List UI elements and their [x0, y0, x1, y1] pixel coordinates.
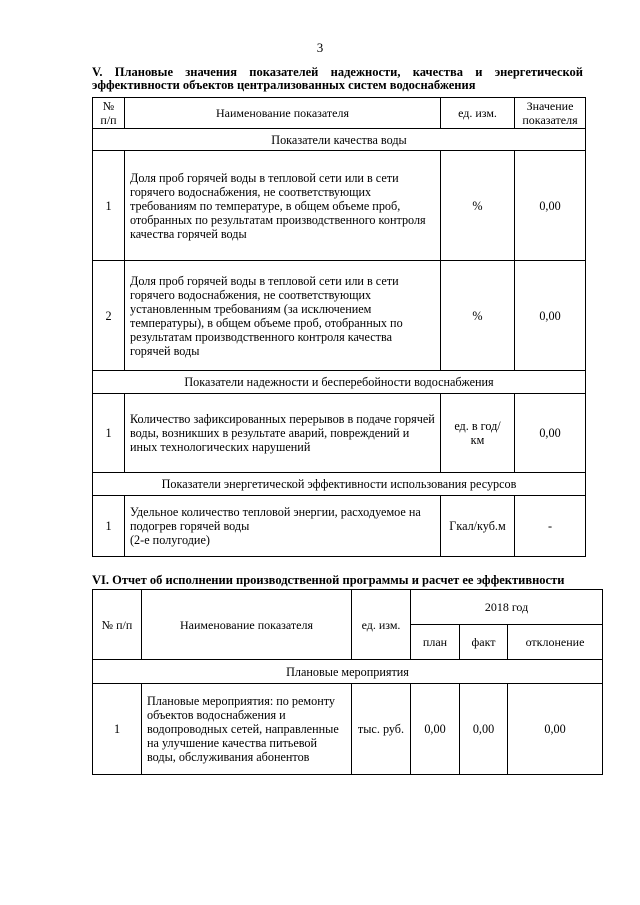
header-value: Значение показателя — [515, 98, 586, 129]
header-name: Наименование показателя — [142, 590, 352, 660]
table-row — [93, 684, 603, 775]
row-value: 0,00 — [515, 394, 586, 473]
table-row — [93, 496, 586, 557]
row-value: 0,00 — [515, 261, 586, 371]
header-unit: ед. изм. — [441, 98, 515, 129]
row-name-period: (2-е полугодие) — [130, 533, 210, 547]
row-name — [125, 496, 441, 557]
table-row — [93, 261, 586, 371]
group-reliability: Показатели надежности и бесперебойности водоснабжения — [93, 371, 586, 394]
row-unit: Гкал/куб.м — [441, 496, 515, 557]
section-5-title: V. Плановые значения показателей надежности, качества и энергетической эффективности объектов централизованных систем водоснабжения — [92, 65, 583, 92]
table-row — [93, 151, 586, 261]
table-row — [93, 394, 586, 473]
header-num: № п/п — [93, 590, 142, 660]
row-fact: 0,00 — [460, 684, 508, 775]
header-fact: факт — [460, 625, 508, 660]
row-name: Количество зафиксированных перерывов в подаче горячей воды, возникших в результате аварий, повреждений и иных технологических нарушений — [125, 394, 441, 473]
row-value: 0,00 — [515, 151, 586, 261]
group-energy-efficiency: Показатели энергетической эффективности использования ресурсов — [93, 473, 586, 496]
header-year: 2018 год — [411, 590, 603, 625]
group-row — [93, 371, 586, 394]
section-6-title: VI. Отчет об исполнении производственной программы и расчет ее эффективности — [92, 573, 565, 587]
row-deviation: 0,00 — [508, 684, 603, 775]
row-name-text: Удельное количество тепловой энергии, расходуемое на подогрев горячей воды — [130, 505, 421, 533]
page-number: 3 — [316, 40, 324, 55]
row-name: Плановые мероприятия: по ремонту объектов водоснабжения и водопроводных сетей, направленные на улучшение качества питьевой воды, обслуживания абонентов — [142, 684, 352, 775]
row-name: Доля проб горячей воды в тепловой сети или в сети горячего водоснабжения, не соответствующих требованиям по температуре, в общем объеме проб, отобранных по результатам производственного контроля качества горячей воды — [125, 151, 441, 261]
row-value: - — [515, 496, 586, 557]
row-unit: ед. в год/ км — [441, 394, 515, 473]
row-num: 1 — [93, 496, 125, 557]
row-plan: 0,00 — [411, 684, 460, 775]
group-water-quality: Показатели качества воды — [93, 129, 586, 151]
row-unit: % — [441, 261, 515, 371]
group-row — [93, 660, 603, 684]
program-execution-table — [92, 589, 603, 775]
row-unit: % — [441, 151, 515, 261]
group-row — [93, 473, 586, 496]
header-unit: ед. изм. — [352, 590, 411, 660]
row-num: 2 — [93, 261, 125, 371]
header-deviation: отклонение — [508, 625, 603, 660]
table-header-row — [93, 590, 603, 625]
header-plan: план — [411, 625, 460, 660]
reliability-indicators-table — [92, 97, 586, 557]
header-num: № п/п — [93, 98, 125, 129]
header-name: Наименование показателя — [125, 98, 441, 129]
row-unit: тыс. руб. — [352, 684, 411, 775]
row-num: 1 — [93, 394, 125, 473]
group-planned-measures: Плановые мероприятия — [93, 660, 603, 684]
row-num: 1 — [93, 684, 142, 775]
row-num: 1 — [93, 151, 125, 261]
group-row — [93, 129, 586, 151]
table-header-row — [93, 98, 586, 129]
row-name: Доля проб горячей воды в тепловой сети или в сети горячего водоснабжения, не соответствующих установленным требованиям (за исключением температуры), в общем объеме проб, отобранных по результатам производственного контроля качества горячей воды — [125, 261, 441, 371]
